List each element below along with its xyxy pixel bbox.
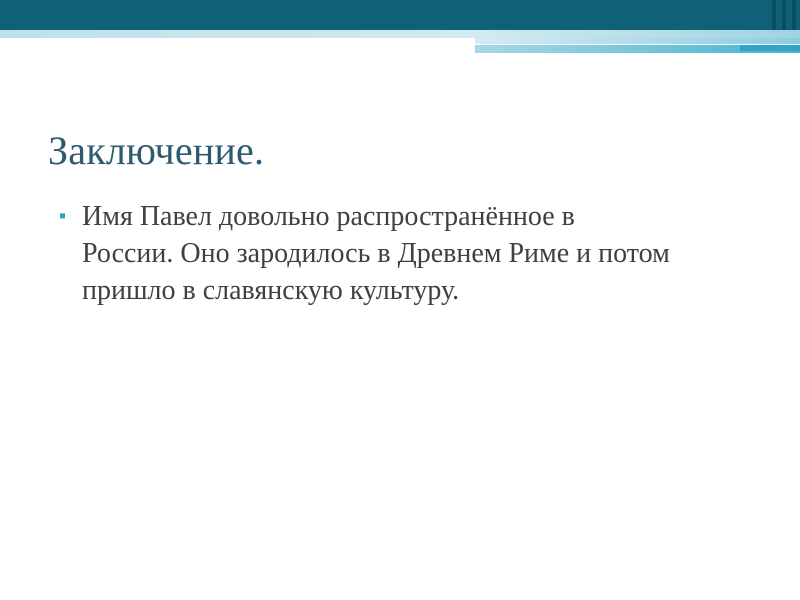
accent-bar [475,38,800,44]
bullet-text-line: Имя Павел довольно распространённое в [82,201,575,232]
header-stripe [772,0,776,30]
slide-content [58,198,778,309]
header-band [0,0,800,30]
accent-bar [0,30,800,38]
header-stripe [792,0,796,30]
bullet-text-line: России. Оно зародилось в Древнем Риме и потом [82,238,670,269]
bullet-icon: ▪ [59,205,67,227]
slide-title: Заключение. [48,128,265,173]
header-stripe [782,0,786,30]
bullet-item [58,198,778,309]
bullet-text-line: пришло в славянскую культуру. [82,275,460,306]
accent-bar [740,45,800,51]
